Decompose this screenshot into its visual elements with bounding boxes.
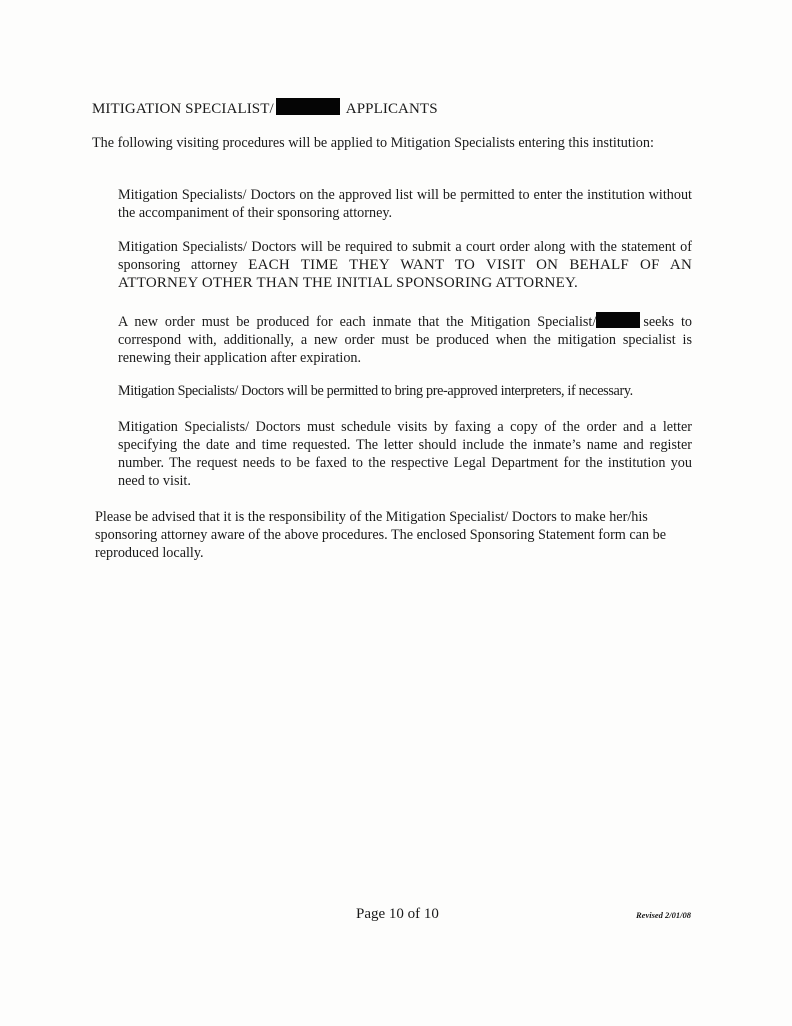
closing-paragraph: Please be advised that it is the responsibility of the Mitigation Specialist/ Doctors to make her/his sponsoring attorney aware of the above procedures. The enclosed Sponsoring Statement form can be reproduced locally. [95, 509, 667, 561]
intro-paragraph: The following visiting procedures will be applied to Mitigation Specialists entering this institution: [92, 135, 654, 151]
procedure-new-order-before: A new order must be produced for each inmate that the Mitigation Specialist/ [118, 314, 597, 330]
section-heading [92, 98, 438, 118]
procedure-court-order-caps: EACH TIME THEY WANT TO VISIT ON BEHALF OF AN ATTORNEY OTHER THAN THE INITIAL SPONSORING ATTORNEY. [118, 257, 692, 291]
revision-date: Revised 2/01/08 [636, 910, 692, 920]
procedure-interpreters: Mitigation Specialists/ Doctors will be permitted to bring pre-approved interpreters, if necessary. [118, 383, 633, 399]
procedure-approved-list: Mitigation Specialists/ Doctors on the approved list will be permitted to enter the institution without the accompaniment of their sponsoring attorney. [118, 187, 692, 221]
procedure-court-order [118, 238, 692, 292]
procedure-schedule-visits: Mitigation Specialists/ Doctors must schedule visits by faxing a copy of the order and a letter specifying the date and time requested. The letter should include the inmate’s name and register number. The request needs to be faxed to the respective Legal Department for the institution you need to visit. [118, 419, 692, 489]
heading-prefix: MITIGATION SPECIALIST/ [92, 101, 274, 117]
redaction-block [276, 98, 340, 115]
procedure-new-order-after: seeks to correspond with, additionally, a new order must be produced when the mitigation specialist is renewing their application after expiration. [118, 314, 692, 366]
page-number: Page 10 of 10 [356, 906, 439, 922]
procedure-court-order-text: Mitigation Specialists/ Doctors will be required to submit a court order along with the statement of sponsoring attorney [118, 239, 692, 273]
redaction-block [596, 312, 640, 328]
procedure-new-order [118, 312, 692, 367]
heading-suffix: APPLICANTS [345, 101, 438, 117]
